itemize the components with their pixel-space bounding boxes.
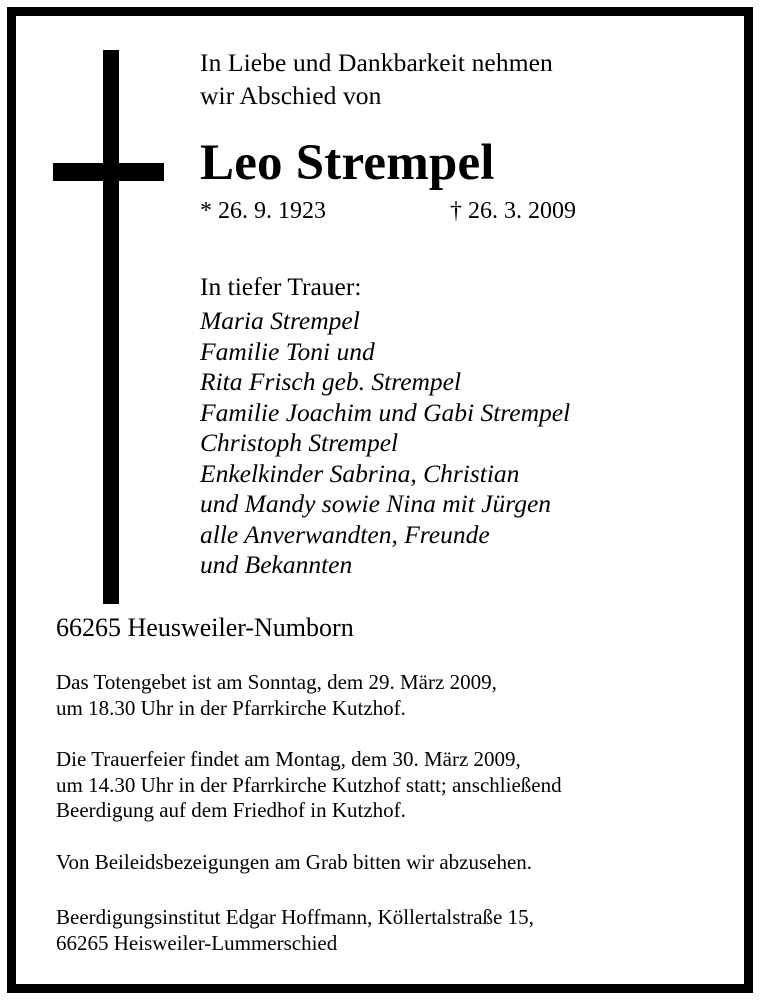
deceased-name: Leo Strempel bbox=[200, 135, 495, 191]
mourner-line: Enkelkinder Sabrina, Christian bbox=[200, 458, 520, 488]
notice-content-area bbox=[16, 16, 744, 984]
intro-line-1: In Liebe und Dankbarkeit nehmen bbox=[200, 48, 553, 77]
notice-line: um 14.30 Uhr in der Pfarrkirche Kutzhof statt; anschließend bbox=[56, 772, 562, 797]
notice-line: Das Totengebet ist am Sonntag, dem 29. März 2009, bbox=[56, 670, 497, 694]
lower-text-block bbox=[56, 612, 720, 956]
mourning-border-frame bbox=[7, 7, 753, 993]
notice-line: um 18.30 Uhr in der Pfarrkirche Kutzhof. bbox=[56, 695, 406, 720]
funeral-home-line: 66265 Heisweiler-Lummerschied bbox=[56, 930, 338, 955]
mourners-heading: In tiefer Trauer: bbox=[200, 272, 362, 301]
christian-cross-icon bbox=[16, 16, 196, 596]
mourner-line: und Mandy sowie Nina mit Jürgen bbox=[200, 489, 552, 518]
intro-line-2: wir Abschied von bbox=[200, 81, 382, 110]
mourner-line: Christoph Strempel bbox=[200, 428, 399, 457]
notice-line: Die Trauerfeier findet am Montag, dem 30. März 2009, bbox=[56, 747, 521, 771]
notice-paragraph-totengebet bbox=[56, 670, 720, 721]
cross-horizontal-beam bbox=[53, 163, 164, 181]
cross-vertical-beam bbox=[103, 50, 119, 604]
funeral-home-line: Beerdigungsinstitut Edgar Hoffmann, Köllertalstraße 15, bbox=[56, 905, 534, 929]
life-dates bbox=[200, 196, 720, 226]
mourners-list bbox=[200, 306, 720, 581]
death-date: † 26. 3. 2009 bbox=[450, 198, 576, 224]
mourner-line: Rita Frisch geb. Strempel bbox=[200, 367, 462, 396]
notice-line: Beerdigung auf dem Friedhof in Kutzhof. bbox=[56, 798, 406, 822]
mourner-line: Maria Strempel bbox=[200, 306, 360, 335]
notice-paragraph-trauerfeier bbox=[56, 747, 720, 824]
mourner-line: und Bekannten bbox=[200, 550, 353, 579]
notice-line: Von Beileidsbezeigungen am Grab bitten wir abzusehen. bbox=[56, 849, 533, 874]
upper-text-block bbox=[200, 46, 720, 581]
mourner-line: Familie Toni und bbox=[200, 336, 375, 366]
birth-date: * 26. 9. 1923 bbox=[200, 198, 326, 224]
mourner-line: Familie Joachim und Gabi Strempel bbox=[200, 397, 571, 427]
locality-line: 66265 Heusweiler-Numborn bbox=[56, 613, 354, 642]
mourner-line: alle Anverwandten, Freunde bbox=[200, 519, 490, 549]
funeral-home-block bbox=[56, 905, 720, 956]
notice-paragraph-beileid bbox=[56, 850, 720, 876]
